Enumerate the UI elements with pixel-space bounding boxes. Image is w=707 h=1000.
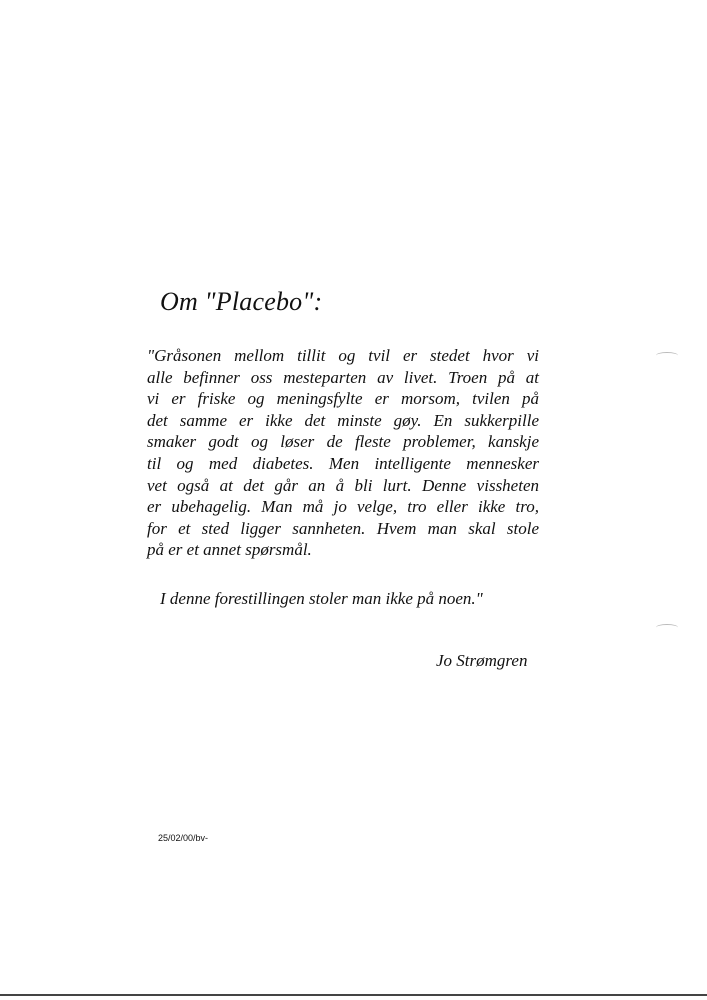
quote-paragraph xyxy=(147,345,539,561)
quote-line: "Gråsonen mellom tillit og tvil er stedet hvor vi xyxy=(147,346,539,365)
closing-line: I denne forestillingen stoler man ikke på noen." xyxy=(160,589,483,608)
quote-line: smaker godt og løser de fleste problemer, kanskje xyxy=(147,432,539,452)
quote-line: vet også at det går an å bli lurt. Denne vissheten xyxy=(147,475,539,495)
quote-line: det samme er ikke det minste gøy. En sukkerpille xyxy=(147,410,539,430)
punch-hole-mark xyxy=(656,624,678,631)
quote-line: er ubehagelig. Man må jo velge, tro eller ikke tro, xyxy=(147,497,539,517)
quote-line: for et sted ligger sannheten. Hvem man skal stole xyxy=(147,518,539,538)
quote-line: på er et annet spørsmål. xyxy=(147,540,312,560)
punch-hole-mark xyxy=(656,352,678,359)
author-name: Jo Strømgren xyxy=(436,651,528,670)
quote-line: vi er friske og meningsfylte er morsom, tvilen på xyxy=(147,389,539,409)
scan-edge-line xyxy=(0,994,707,996)
quote-line: til og med diabetes. Men intelligente mennesker xyxy=(147,453,539,473)
quote-line: alle befinner oss mesteparten av livet. Troen på at xyxy=(147,367,539,387)
page-title: Om "Placebo": xyxy=(160,287,323,316)
reference-code: 25/02/00/bv- xyxy=(158,833,209,843)
